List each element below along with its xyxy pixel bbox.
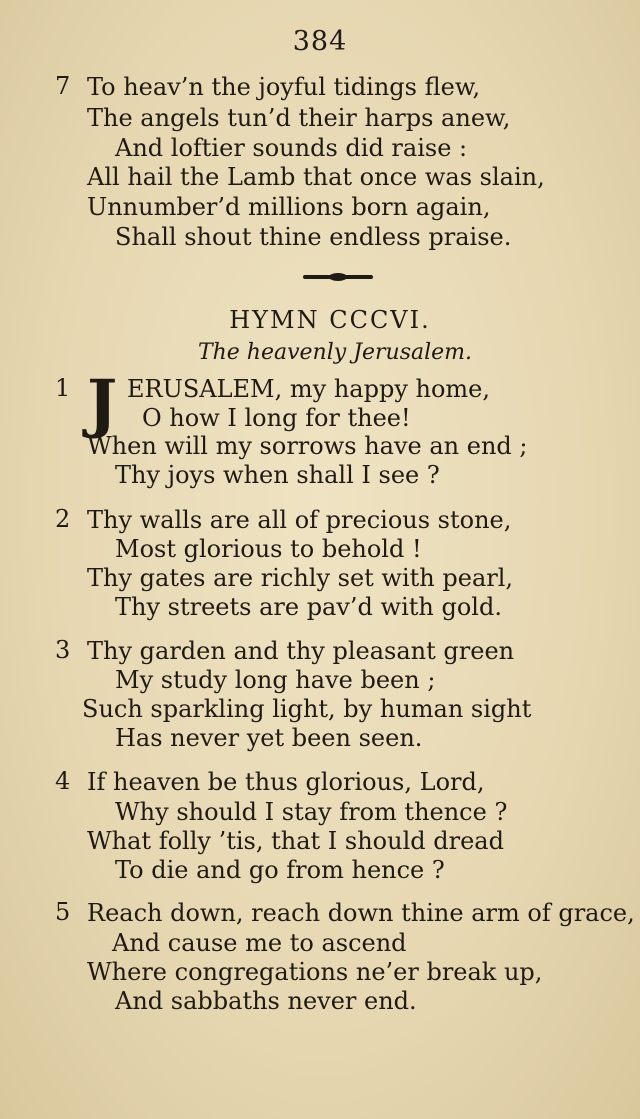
- verse-line: Thy joys when shall I see ?: [115, 461, 440, 489]
- verse-line: Thy garden and thy pleasant green: [87, 637, 515, 665]
- hymn-subtitle: The heavenly Jerusalem.: [197, 340, 473, 365]
- page-number: 384: [292, 26, 348, 57]
- section-divider: [303, 275, 373, 279]
- verse-line: My study long have been ;: [115, 666, 436, 694]
- verse-line: Reach down, reach down thine arm of grace,: [87, 899, 635, 927]
- verse-line: And sabbaths never end.: [115, 987, 417, 1015]
- verse-line: To heav’n the joyful tidings flew,: [87, 73, 481, 101]
- stanza-number: 1: [55, 374, 71, 402]
- verse-line: If heaven be thus glorious, Lord,: [87, 768, 485, 796]
- stanza-number: 2: [55, 505, 71, 533]
- hymn-title: HYMN CCCVI.: [229, 306, 431, 334]
- verse-line: Thy gates are richly set with pearl,: [87, 564, 514, 592]
- verse-line: When will my sorrows have an end ;: [87, 432, 528, 460]
- verse-line: What folly ’tis, that I should dread: [87, 827, 504, 855]
- verse-line: Where congregations ne’er break up,: [87, 958, 543, 986]
- verse-line: And loftier sounds did raise :: [115, 134, 468, 162]
- verse-line: Thy streets are pav’d with gold.: [115, 593, 502, 621]
- verse-line: Most glorious to behold !: [115, 535, 422, 563]
- stanza-number: 3: [55, 636, 71, 664]
- stanza-number: 4: [55, 767, 71, 795]
- drop-cap: J: [87, 366, 118, 441]
- verse-line: Thy walls are all of precious stone,: [87, 506, 512, 534]
- stanza-number: 7: [55, 72, 71, 100]
- verse-line: Such sparkling light, by human sight: [82, 695, 532, 723]
- verse-line: O how I long for thee!: [142, 404, 411, 432]
- verse-line: Has never yet been seen.: [115, 724, 423, 752]
- verse-line: ERUSALEM, my happy home,: [127, 375, 490, 403]
- verse-line: To die and go from hence ?: [115, 856, 445, 884]
- verse-line: Why should I stay from thence ?: [115, 798, 508, 826]
- verse-line: Shall shout thine endless praise.: [115, 223, 512, 251]
- verse-line: Unnumber’d millions born again,: [87, 193, 491, 221]
- verse-line: And cause me to ascend: [112, 929, 407, 957]
- verse-line: All hail the Lamb that once was slain,: [87, 163, 545, 191]
- verse-line: The angels tun’d their harps anew,: [87, 104, 511, 132]
- stanza-number: 5: [55, 898, 71, 926]
